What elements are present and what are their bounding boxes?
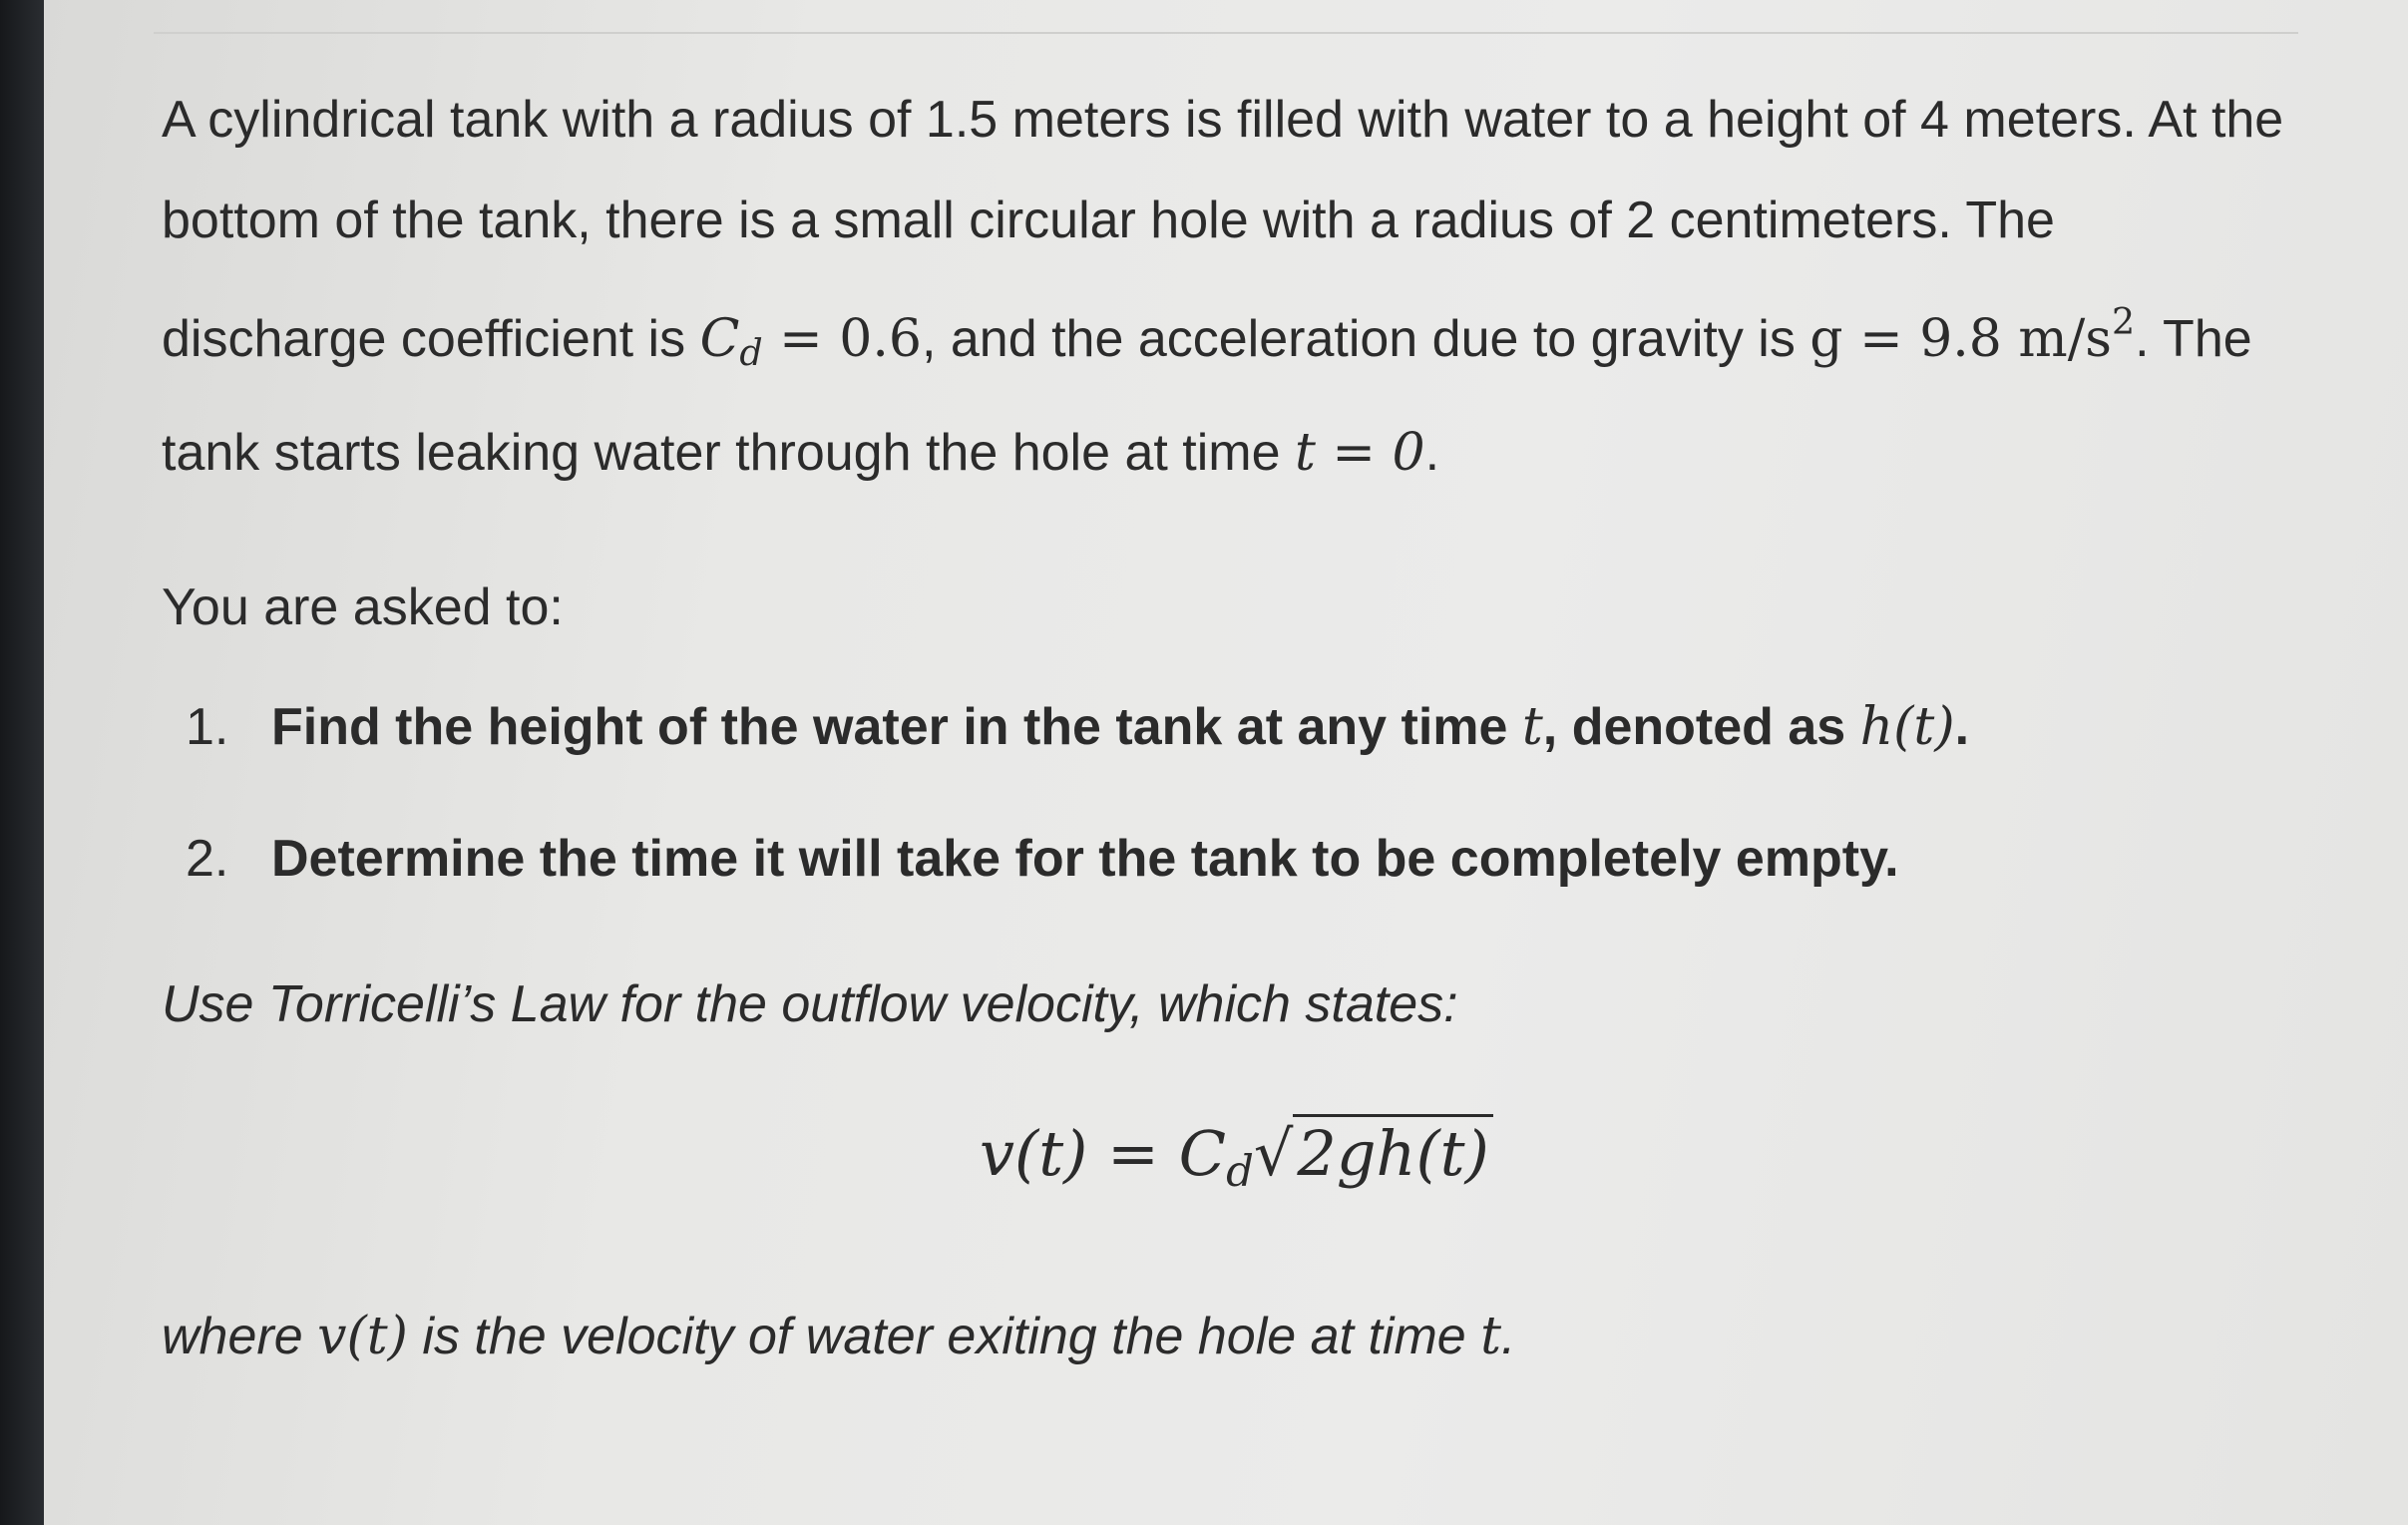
- where-text: .: [1501, 1307, 1516, 1365]
- torricelli-formula: [162, 1104, 2286, 1222]
- formula-subscript: d: [1226, 1146, 1254, 1197]
- intro-text-2: , and the acceleration due to gravity is: [921, 309, 1810, 368]
- divider: [154, 32, 2298, 34]
- math-v-of-t: v(t): [317, 1306, 408, 1366]
- cd-value: = 0.6: [762, 308, 922, 369]
- task-text-part: Find the height of the water in the tank at any time: [271, 697, 1522, 756]
- cd-letter: C: [699, 308, 740, 369]
- cd-subscript: d: [739, 330, 763, 374]
- g-exponent: 2: [2111, 300, 2136, 343]
- task-list: [162, 661, 2286, 925]
- math-t: t: [1521, 696, 1543, 757]
- law-statement: Use Torricelli’s Law for the outflow velocity, which states:: [162, 974, 1458, 1033]
- intro-text-4: .: [1424, 423, 1440, 482]
- sqrt-icon: √: [1253, 1116, 1294, 1190]
- math-h-of-t: h(t): [1859, 696, 1955, 757]
- where-text: is the velocity of water exiting the hole at time: [407, 1307, 1481, 1365]
- intro-text-1: A cylindrical tank with a radius of 1.5 meters is filled with water to a height of 4 meters. At the bottom of the tank, there is a small circular hole with a radius of 2 centimeters. The discharge coefficient is: [162, 91, 2284, 368]
- screen-bezel: [0, 0, 44, 1525]
- g-value: g = 9.8 m/s: [1809, 308, 2112, 369]
- math-t: t: [1480, 1306, 1502, 1366]
- task-text-part: , denoted as: [1542, 697, 1860, 756]
- task-item: [162, 661, 2286, 793]
- problem-statement: [162, 70, 2286, 504]
- formula-radicand: 2gh(t): [1293, 1114, 1492, 1190]
- g-expression: [1809, 300, 2136, 369]
- intro-text-3: . The tank starts leaking water through the hole at time: [162, 309, 2252, 482]
- t0-expression: t = 0: [1294, 422, 1425, 483]
- task-number: 2.: [186, 829, 229, 888]
- asked-label: You are asked to:: [162, 577, 564, 636]
- where-text: where: [162, 1307, 318, 1365]
- cd-symbol: [699, 308, 763, 374]
- task-text-part: .: [1954, 697, 1970, 756]
- formula-lhs: v(t) = C: [980, 1116, 1227, 1190]
- task-item: [162, 793, 2286, 925]
- task-number: 1.: [186, 697, 229, 756]
- task-text: [271, 661, 1969, 793]
- problem-content: [162, 70, 2286, 1381]
- where-statement: [162, 1292, 2286, 1381]
- task-text: Determine the time it will take for the tank to be completely empty.: [271, 829, 1899, 888]
